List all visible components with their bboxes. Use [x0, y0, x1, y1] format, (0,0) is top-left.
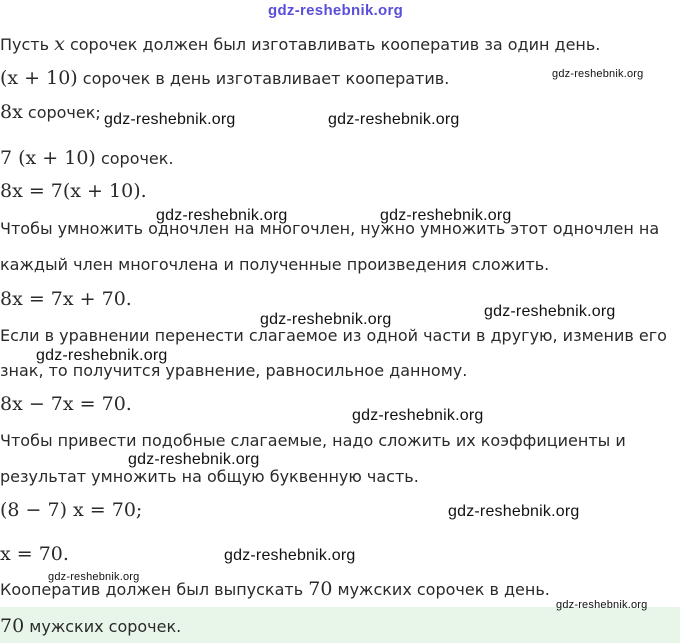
line-3: [0, 101, 101, 124]
line-8: [0, 288, 132, 311]
answer-post: мужских сорочек.: [24, 617, 182, 636]
line-4-math: 7 (x + 10): [0, 147, 96, 169]
line-4: [0, 147, 174, 170]
line-14: [0, 499, 142, 522]
line-15: [0, 543, 69, 566]
line-1-pre: Пусть: [0, 35, 55, 54]
watermark: gdz-reshebnik.org: [556, 599, 648, 611]
watermark: gdz-reshebnik.org: [552, 68, 644, 80]
line-1-post: сорочек должен был изготавливать кооператив за один день.: [64, 35, 601, 54]
watermark: gdz-reshebnik.org: [380, 207, 512, 224]
watermark: gdz-reshebnik.org: [128, 451, 260, 468]
watermark: gdz-reshebnik.org: [156, 207, 288, 224]
line-3-math: 8x: [0, 101, 23, 123]
line-10: знак, то получится уравнение, равносильное данному.: [0, 361, 468, 380]
line-6: Чтобы умножить одночлен на многочлен, нужно умножить этот одночлен на: [0, 219, 660, 238]
line-16-pre: Кооператив должен был выпускать: [0, 580, 309, 599]
watermark: gdz-reshebnik.org: [224, 547, 356, 564]
line-16-math: 70: [308, 578, 333, 600]
line-13: результат умножить на общую буквенную часть.: [0, 467, 419, 486]
watermark: gdz-reshebnik.org: [104, 111, 236, 128]
watermark: gdz-reshebnik.org: [484, 303, 616, 320]
watermark: gdz-reshebnik.org: [448, 503, 580, 520]
line-12: Чтобы привести подобные слагаемые, надо сложить их коэффициенты и: [0, 431, 626, 450]
line-2: [0, 67, 449, 90]
line-9: Если в уравнении перенести слагаемое из одной части в другую, изменив его: [0, 326, 667, 345]
line-1: [0, 33, 600, 56]
line-11-math: 8x − 7x = 70.: [0, 393, 132, 415]
answer-line: [0, 615, 181, 638]
watermark: gdz-reshebnik.org: [48, 571, 140, 583]
header-watermark: gdz-reshebnik.org: [268, 2, 404, 19]
line-4-post: сорочек.: [95, 149, 174, 168]
watermark: gdz-reshebnik.org: [36, 347, 168, 364]
answer-math: 70: [0, 615, 25, 637]
line-2-math: (x + 10): [0, 67, 78, 89]
line-5-math: 8x = 7(x + 10).: [0, 180, 147, 202]
line-1-math: x: [54, 33, 65, 55]
watermark: gdz-reshebnik.org: [352, 407, 484, 424]
line-8-math: 8x = 7x + 70.: [0, 288, 132, 310]
watermark: gdz-reshebnik.org: [328, 111, 460, 128]
line-11: [0, 393, 132, 416]
answer-box: [0, 607, 680, 643]
line-16-post: мужских сорочек в день.: [332, 580, 550, 599]
line-14-math: (8 − 7) x = 70;: [0, 499, 143, 521]
line-7: каждый член многочлена и полученные произведения сложить.: [0, 255, 550, 274]
line-5: [0, 180, 147, 203]
line-15-math: x = 70.: [0, 543, 69, 565]
watermark: gdz-reshebnik.org: [260, 311, 392, 328]
line-2-post: сорочек в день изготавливает кооператив.: [77, 69, 450, 88]
line-3-post: сорочек;: [22, 103, 101, 122]
